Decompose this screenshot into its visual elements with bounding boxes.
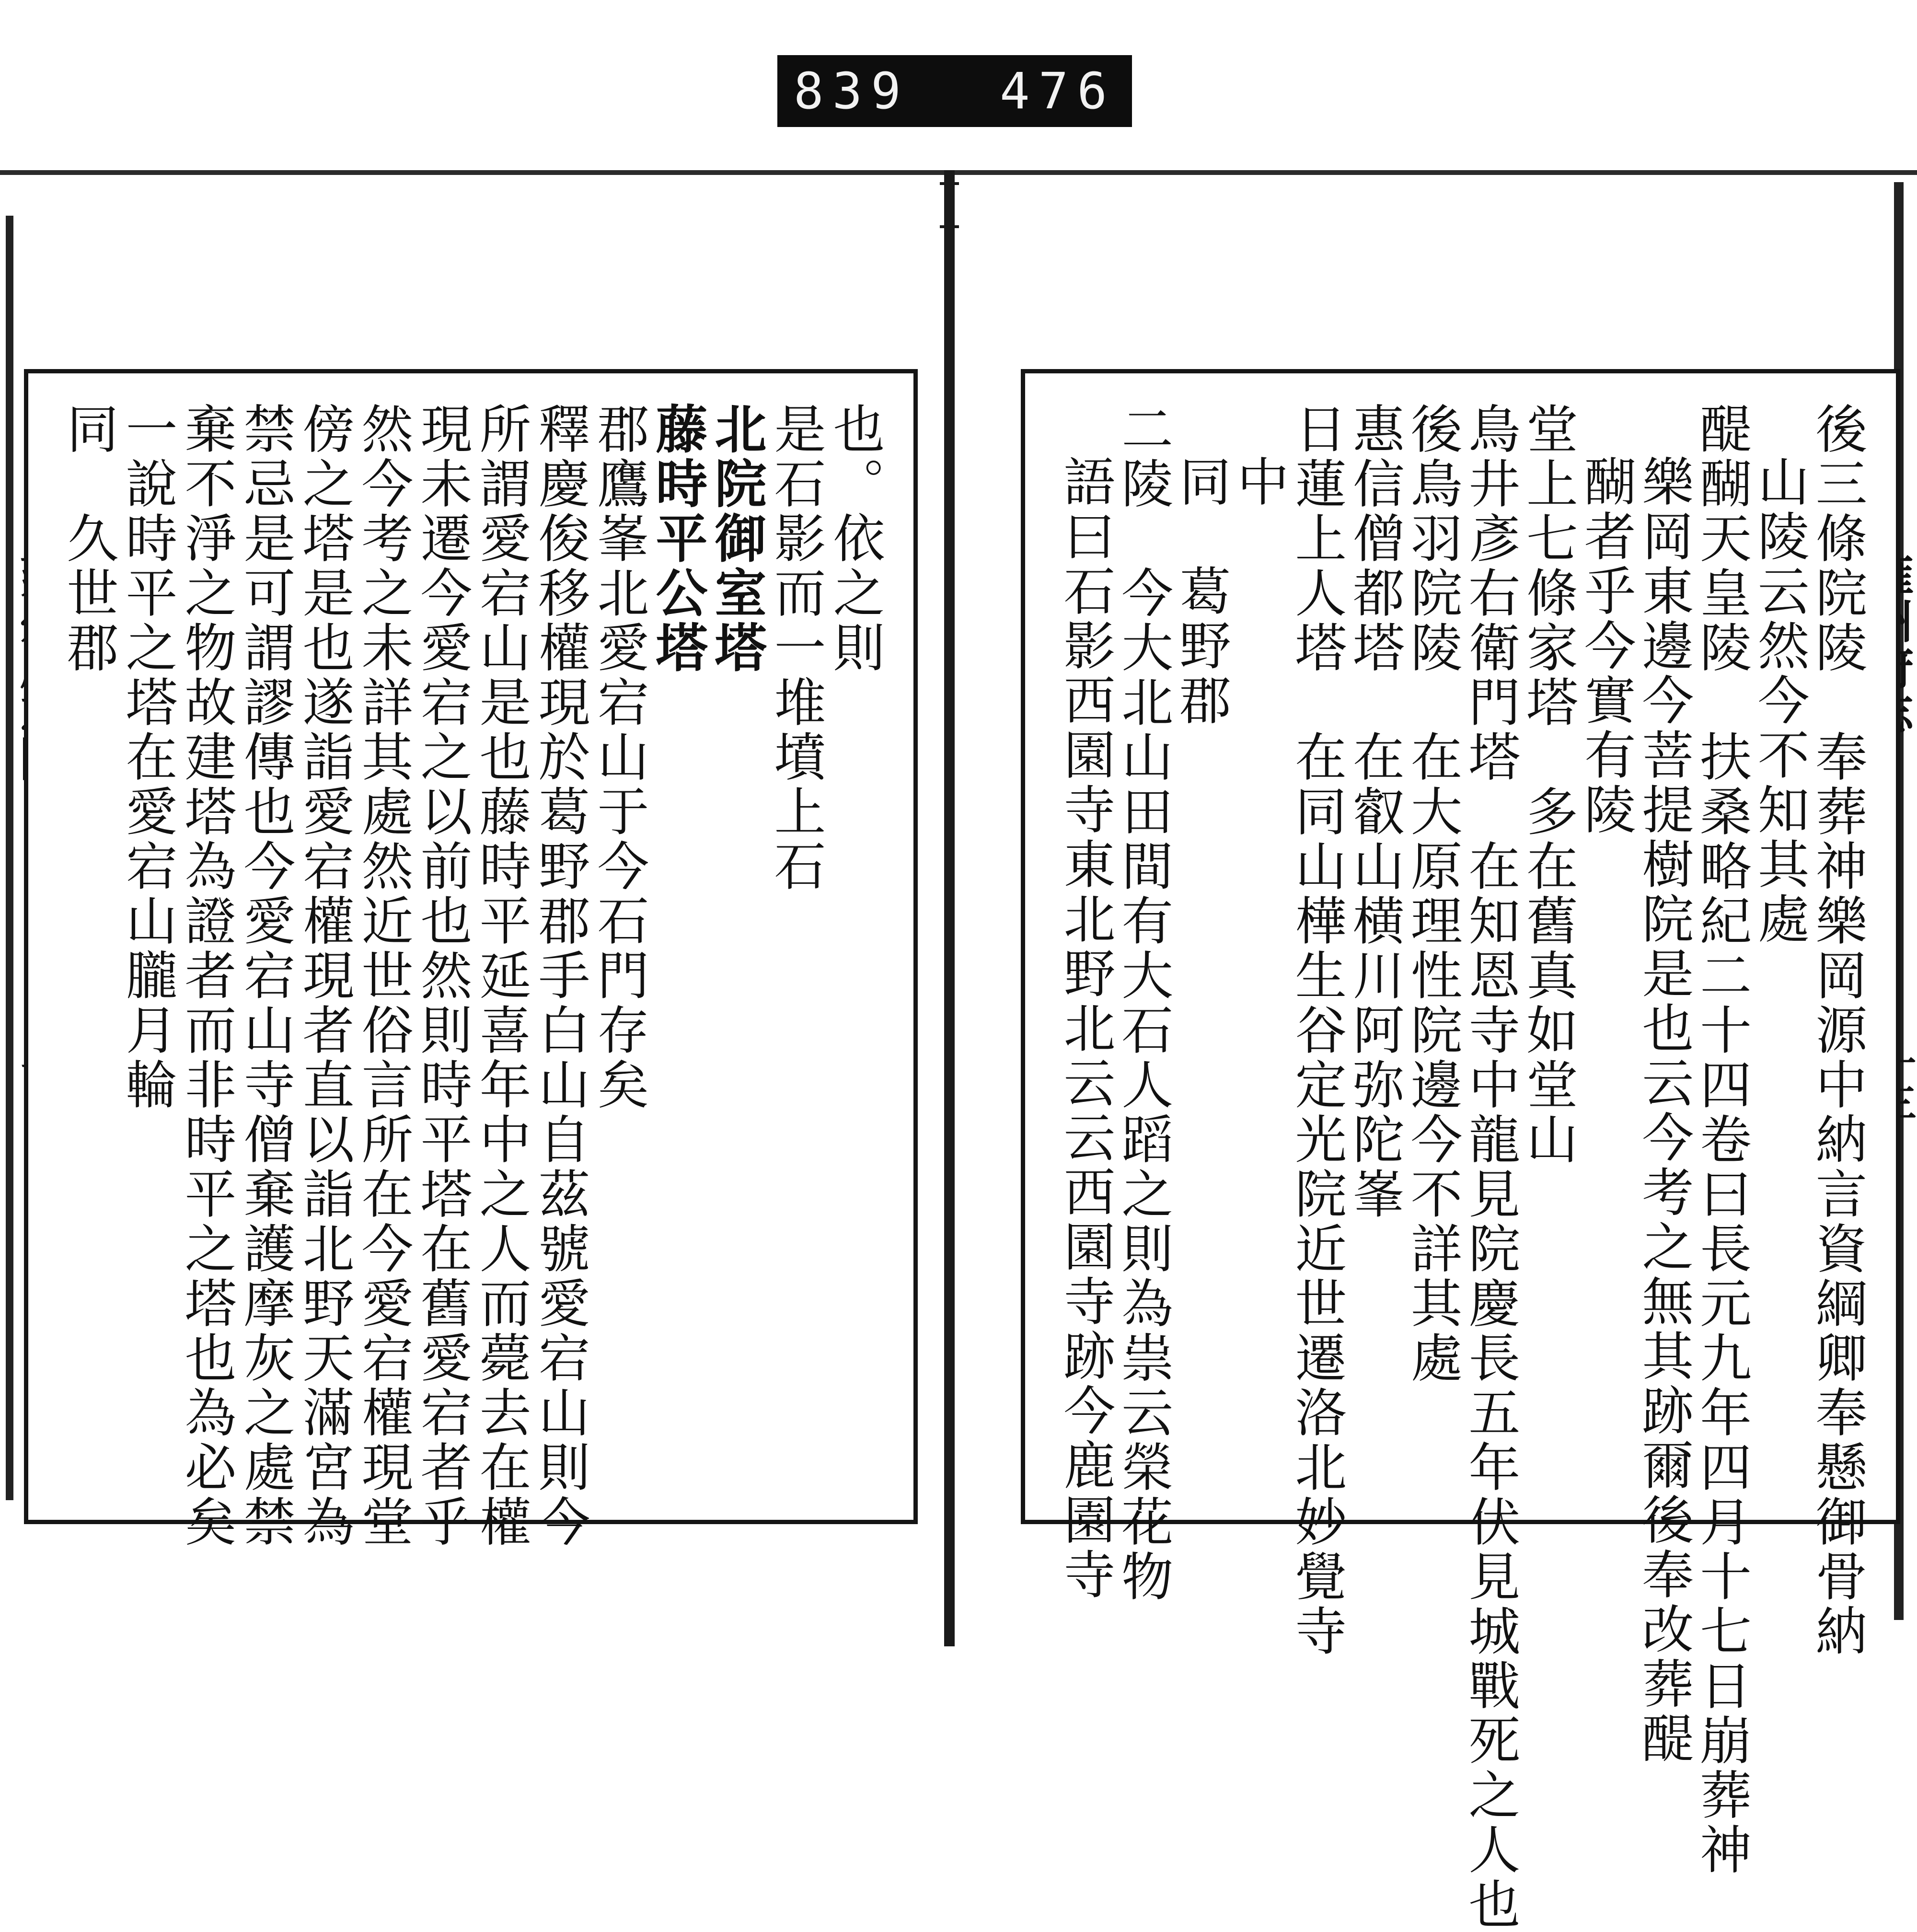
text-column: 日蓮上人塔 在同山樺生谷定光院近世遷洛北妙覺寺 [1286,402,1346,1659]
text-column: 郡鷹峯北愛宕山于今石門存矣 [589,402,648,1112]
left-page-columns [28,373,913,1550]
archive-number-tag [777,55,1132,127]
archive-number-left: 839 [794,62,910,120]
text-column: 醍醐天皇陵 扶桑略紀二十四卷曰長元九年四月十七日崩葬神 [1691,402,1751,1877]
text-column: 棄不淨之物故建塔為證者而非時平之塔也為必矣 [176,402,236,1550]
text-column: 醐者乎今實有陵 [1575,455,1636,837]
text-column: 中 [1228,455,1289,509]
text-column: 山陵云然今不知其處 [1749,455,1809,947]
gutter-thread-mark [940,182,959,185]
right-page-text-frame [1021,369,1900,1932]
text-column: 同 久世郡 [58,402,118,675]
text-column: 也。依之則 [824,402,884,675]
text-column: 所謂愛宕山是也藤時平延喜年中之人而薨去在權 [471,402,531,1550]
text-column: 傍之塔是也遂詣愛宕權現者直以詣北野天滿宮為 [294,402,354,1550]
text-column: 後鳥羽院陵 在大原理性院邊今不詳其處 [1402,402,1462,1386]
text-column: 然今考之未詳其處然近世俗言所在今愛宕權現堂 [353,402,413,1550]
text-column: 樂岡東邊今菩提樹院是也云今考之無其跡爾後奉改葬醍 [1633,455,1693,1766]
archive-number-right: 476 [1000,62,1116,120]
text-column: 二陵 今大北山田間有大石人蹈之則為祟云榮花物 [1112,402,1173,1604]
text-column: 現未遷今愛宕之以前也然則時平塔在舊愛宕者乎 [412,402,472,1550]
text-column: 鳥井彥右衛門塔 在知恩寺中龍見院慶長五年伏見城戰死之人也 [1459,402,1520,1932]
text-column: 語曰石影西園寺東北野北云云西園寺跡今鹿園寺 [1055,455,1115,1602]
book-gutter [944,170,955,1646]
text-column: 惠信僧都塔 在叡山横川阿弥陀峯 [1344,402,1404,1222]
right-page-columns [1025,373,1896,1932]
text-column: 一說時平之塔在愛宕山朧月輪 [117,402,177,1112]
left-page-text-frame [24,369,918,1550]
text-column: 禁忌是可謂謬傳也今愛宕山寺僧棄護摩灰之處禁 [235,402,295,1550]
text-column: 北院御室塔 [706,402,766,675]
text-column: 同 葛野郡 [1170,455,1231,728]
text-column: 釋慶俊移權現於葛野郡手白山自茲號愛宕山則今 [530,402,589,1550]
text-column: 藤時平公塔 [647,402,707,675]
left-page-edge [6,216,13,1500]
text-column: 後三條院陵 奉葬神樂岡源中納言資綱卿奉懸御骨納 [1806,402,1867,1659]
gutter-thread-mark [940,225,959,228]
text-column: 堂上七條家塔 多在舊真如堂山 [1517,402,1578,1167]
text-column: 是石影而一堆墳上石 [765,402,825,894]
